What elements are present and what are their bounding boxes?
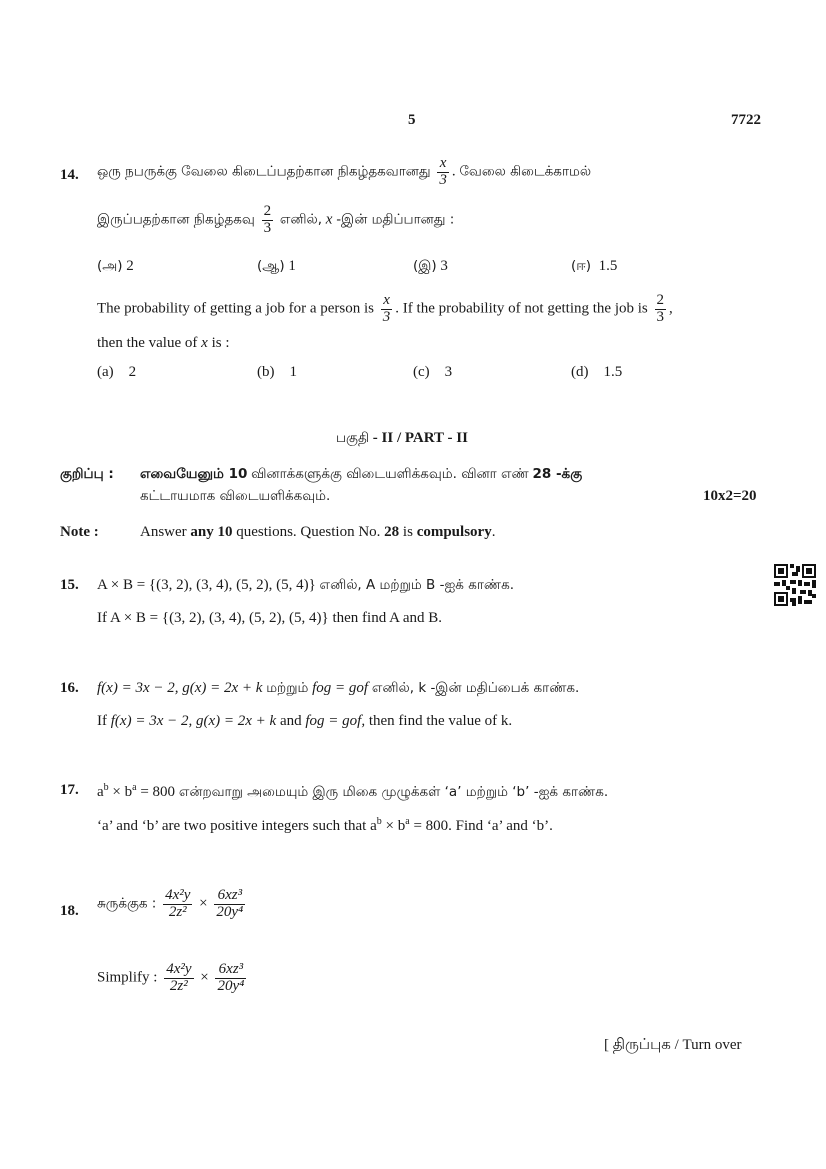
- fraction-x-over-3: $\frac{x}{3}$: [439, 155, 447, 188]
- note-text: Answer any 10 questions. Question No. 28 is compulsory.: [140, 524, 496, 540]
- turn-over-note: [ திருப்புக / Turn over: [604, 1037, 742, 1053]
- marks: 10x2=20: [703, 488, 757, 504]
- q14-tamil-line-1: ஒரு நபருக்கு வேலை கிடைப்பதற்கான நிகழ்தகவானது $\frac{x}{3}$ . வேலை கிடைக்காமல்: [97, 155, 592, 188]
- q16-english: If f(x) = 3x − 2, g(x) = 2x + k and fog = gof, then find the value of k.: [97, 713, 513, 729]
- question-15-number: 15.: [60, 577, 79, 593]
- note-label: Note :: [60, 524, 99, 540]
- q14-en-option-b: (b) 1: [257, 364, 297, 380]
- q17-tamil: $a^b \times b^a = 800$ என்றவாறு அமையும் இரு மிகை முழுக்கள் ‘a’ மற்றும் ‘b’ -ஐக் காண்க.: [97, 782, 609, 800]
- q14-ta-option-b: (ஆ) 1: [257, 258, 296, 274]
- kurippu-line-2: கட்டாயமாக விடையளிக்கவும்.: [140, 488, 331, 504]
- fraction-2-over-3: $\frac{2}{3}$: [263, 203, 272, 236]
- q17-english: ‘a’ and ‘b’ are two positive integers such that $a^b \times b^a = 800$. Find ‘a’ and ‘b’.: [97, 816, 553, 834]
- q14-en-option-a: (a) 2: [97, 364, 137, 380]
- q14-english-line-2: then the value of x is :: [97, 335, 230, 351]
- question-17-number: 17.: [60, 782, 79, 798]
- q18-english-expression: Simplify : $\frac{\text{4x²y}}{\text{2z²}}$ × $\frac{\text{6xz³}}{\text{20y⁴}}$: [97, 961, 245, 994]
- q14-ta-option-a: (அ) 2: [97, 258, 134, 274]
- kurippu-line-1: எவையேனும் 10 வினாக்களுக்கு விடையளிக்கவும். வினா எண் 28 -க்கு: [140, 466, 583, 482]
- question-16-number: 16.: [60, 680, 79, 696]
- page-number: 5: [408, 112, 416, 128]
- q18-tamil-expression: சுருக்குக : $\frac{\text{4x²y}}{\text{2z²}}$ × $\frac{\text{6xz³}}{\text{20y⁴}}$: [97, 887, 244, 920]
- kurippu-label: குறிப்பு :: [60, 466, 114, 482]
- question-18-number: 18.: [60, 903, 79, 919]
- part-heading: பகுதி - II / PART - II: [336, 430, 468, 446]
- paper-code: 7722: [731, 112, 761, 128]
- q14-tamil-line-2: இருப்பதற்கான நிகழ்தகவு $\frac{2}{3}$ எனில், x -இன் மதிப்பானது :: [97, 203, 455, 236]
- q14-ta-option-d: (ஈ) 1.5: [571, 258, 618, 274]
- q14-en-option-d: (d) 1.5: [571, 364, 623, 380]
- qr-code: [774, 564, 816, 606]
- q14-ta-option-c: (இ) 3: [413, 258, 448, 274]
- q15-english: If A × B = {(3, 2), (3, 4), (5, 2), (5, 4)} then find A and B.: [97, 610, 443, 626]
- q16-tamil: f(x) = 3x − 2, g(x) = 2x + k மற்றும் fog = gof எனில், k -இன் மதிப்பைக் காண்க.: [97, 680, 580, 696]
- q14-english-line-1: The probability of getting a job for a person is $\frac{x}{3}$ . If the probability of not getting the job is $\frac{2}{3}$ ,: [97, 292, 673, 325]
- q14-en-option-c: (c) 3: [413, 364, 453, 380]
- question-14-number: 14.: [60, 167, 79, 183]
- q15-tamil: A × B = {(3, 2), (3, 4), (5, 2), (5, 4)} எனில், A மற்றும் B -ஐக் காண்க.: [97, 577, 515, 593]
